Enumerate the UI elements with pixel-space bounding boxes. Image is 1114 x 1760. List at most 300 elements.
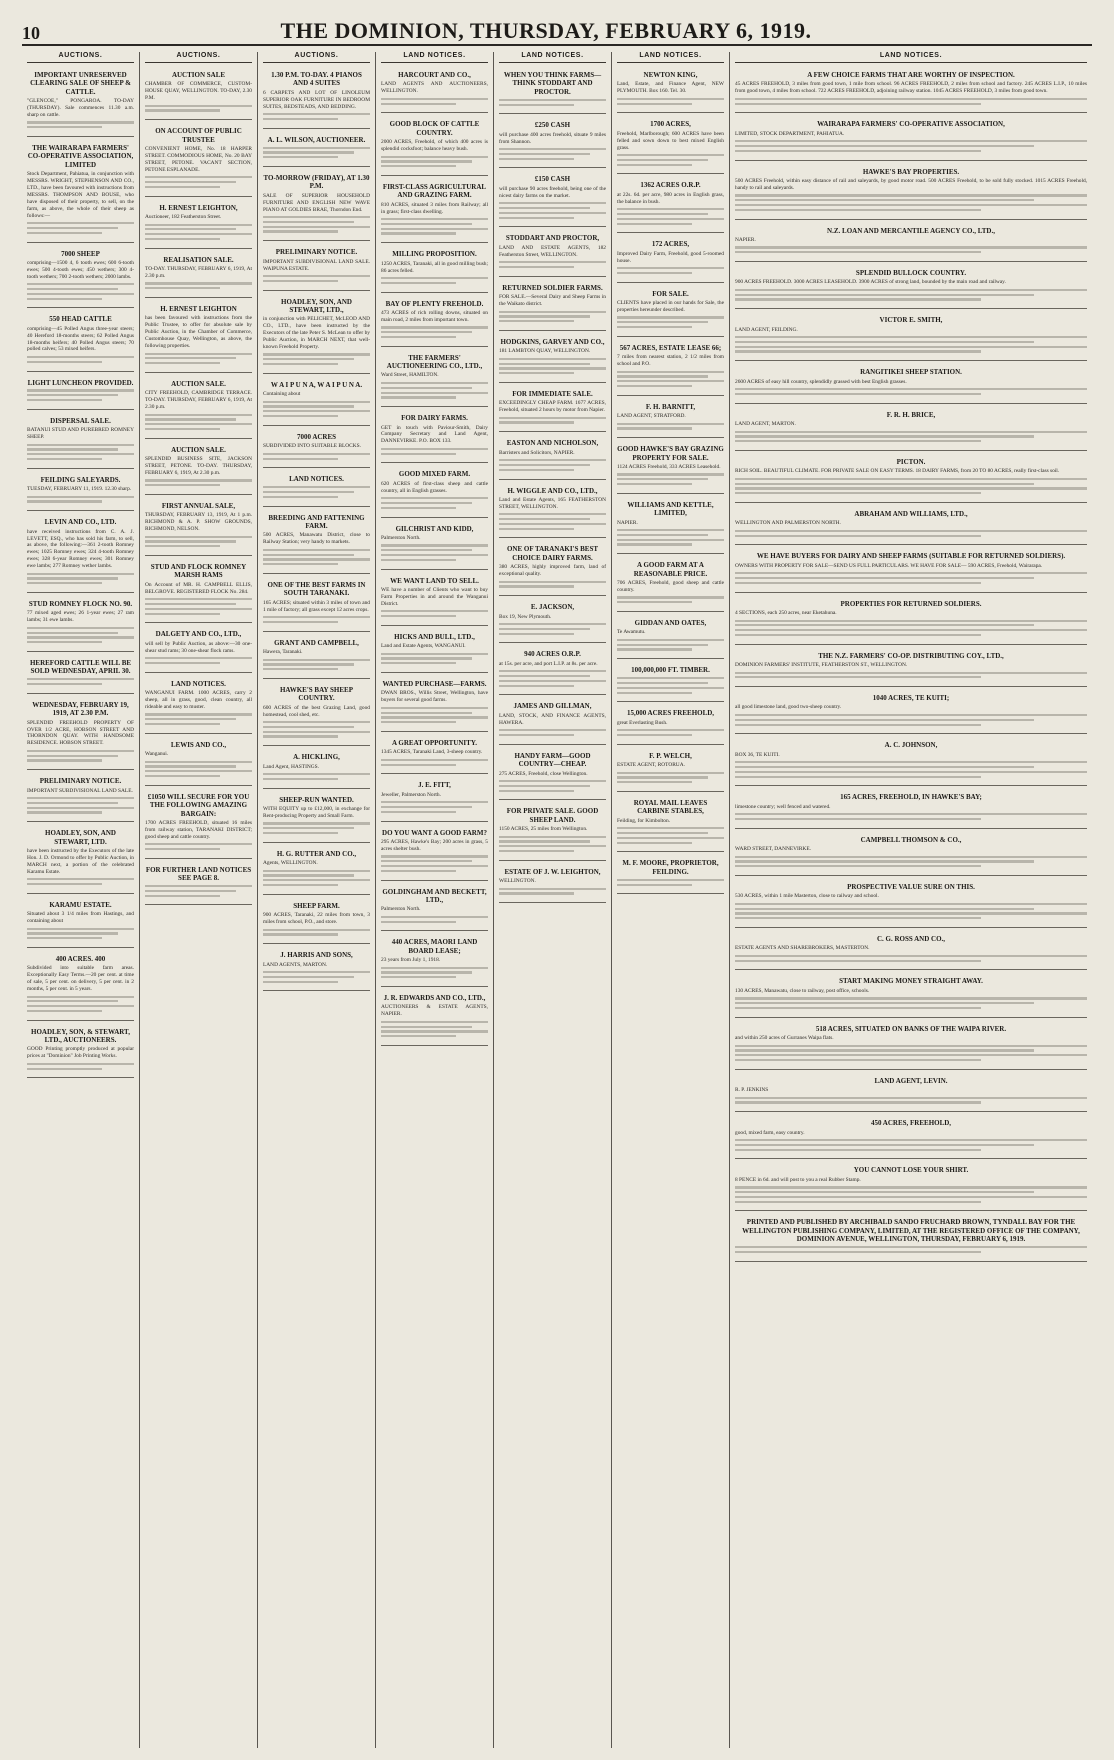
ad-title: A GOOD FARM AT A REASONABLE PRICE. [633, 561, 708, 578]
advertisement [381, 411, 488, 463]
text-line [263, 280, 338, 282]
ad-body: 473 ACRES of rich rolling downs, situated on main road, 2 miles from important town. [381, 309, 488, 323]
ad-title: F. P. WELCH, [649, 751, 692, 760]
text-line [27, 797, 134, 799]
text-filler [263, 971, 370, 983]
advertisement [617, 287, 724, 337]
advertisement [263, 68, 370, 129]
text-line [617, 164, 692, 166]
text-filler [735, 431, 1087, 443]
text-line [499, 780, 606, 782]
text-line [145, 603, 236, 605]
text-line [617, 380, 724, 382]
text-filler [263, 616, 370, 623]
ad-title: PRINTED AND PUBLISHED BY ARCHIBALD SANDO FRUCHARD BROWN, TYNDALL BAY FOR THE WELLINGTON PUBLISHING COMPANY, LIMITED, AT THE REGISTERED OFFICE OF THE COMPANY, DOMINION AVENUE, WELLINGTON, THURSDAY, FEBRUARY 6, 1919. [742, 1218, 1080, 1244]
text-line [263, 879, 370, 881]
ad-body: LIMITED, STOCK DEPARTMENT, PAHIATUA. [735, 130, 845, 137]
text-line [27, 802, 118, 804]
text-line [617, 483, 692, 485]
ad-body: 1700 ACRES FREEHOLD, situated 16 miles from railway station, TARANAKI DISTRICT; good sheep and cattle country. [145, 819, 252, 840]
ad-title: START MAKING MONEY STRAIGHT AWAY. [839, 977, 983, 986]
text-line [145, 423, 252, 425]
text-line [27, 361, 102, 363]
text-line [145, 713, 252, 715]
text-line [381, 165, 456, 167]
text-filler [617, 423, 724, 430]
advertisement [381, 885, 488, 932]
text-line [263, 221, 354, 223]
ad-title: W A I P U N A, W A I P U N A. [270, 380, 363, 389]
text-filler [145, 224, 252, 241]
ad-body: FOR SALE.—Several Dairy and Sheep Farms in the Waikato district. [499, 294, 606, 308]
text-line [263, 216, 370, 218]
text-line [27, 1063, 134, 1065]
text-filler [263, 929, 370, 936]
text-filler [145, 761, 252, 778]
advertisement [381, 297, 488, 347]
ad-body: 810 ACRES, situated 3 miles from Railway; all in grass; first-class dwelling. [381, 201, 488, 215]
text-line [499, 153, 590, 155]
text-line [735, 672, 1087, 674]
ad-body: WARD STREET, DANNEVIRKE. [735, 846, 811, 853]
ad-body: GET in touch with Paviour-Smith, Dairy Company Secretary and Land Agent, DANNEVIRKE. P.O. BOX 133. [381, 424, 488, 445]
column-7 [730, 52, 1092, 1748]
ad-title: ONE OF THE BEST FARMS IN SOUTH TARANAKI. [267, 580, 366, 598]
ad-title: M. F. MOORE, PROPRIETOR, FEILDING. [622, 859, 719, 876]
text-line [381, 387, 472, 389]
text-line [499, 464, 590, 466]
column-6 [612, 52, 730, 1748]
text-line [735, 487, 1087, 489]
ad-title: GRANT AND CAMPBELL, [274, 638, 359, 647]
advertisement [617, 117, 724, 174]
text-filler [499, 836, 606, 853]
ad-title: WAIRARAPA FARMERS' CO-OPERATIVE ASSOCIATION, [817, 120, 1005, 129]
text-line [263, 870, 370, 872]
ad-body: LAND AGENTS AND AUCTIONEERS, WELLINGTON. [381, 81, 488, 95]
text-line [735, 1097, 1087, 1099]
ad-title: AUCTION SALE. [171, 445, 226, 454]
text-line [263, 884, 338, 886]
ad-body: 295 ACRES, Hawke's Bay; 200 acres in grass, 5 acres shelter bush. [381, 839, 488, 852]
advertisement [617, 749, 724, 792]
text-filler [381, 448, 488, 455]
text-line [381, 721, 456, 723]
ad-body: NAPIER. [735, 236, 756, 243]
text-line [145, 414, 252, 416]
advertisement [381, 522, 488, 570]
text-line [263, 668, 338, 670]
advertisement [145, 443, 252, 495]
text-line [145, 428, 220, 430]
ad-body: 165 ACRES; situated within 3 miles of town and 1 mile of factory; all grass except 12 acres crops. [263, 599, 370, 613]
ad-title: HICKS AND BULL, LTD., [394, 632, 475, 641]
ad-title: LEVIN AND CO., LTD. [44, 518, 117, 527]
text-filler [263, 822, 370, 834]
text-line [381, 382, 488, 384]
ad-title: TO-MORROW (FRIDAY), AT 1.30 P.M. [263, 173, 370, 191]
text-line [145, 848, 220, 850]
text-line [735, 1059, 981, 1061]
text-line [381, 976, 456, 978]
advertisement [617, 498, 724, 554]
ad-title: HOADLEY, SON, AND STEWART, LTD. [45, 829, 116, 846]
ad-body: and within 250 acres of Gurranes Waipa flats. [735, 1035, 834, 1042]
ad-body: CONVENIENT HOME, No. 18 HARPER STREET. COMMODIOUS HOME, No. 20 BAY STREET, PETONE. VACANT SECTION, PETONE ESPLANADE. [145, 146, 252, 173]
text-filler [735, 714, 1087, 726]
text-line [263, 976, 354, 978]
ad-title: STODDART AND PROCTOR, [505, 234, 600, 243]
text-filler [617, 596, 724, 603]
ad-title: A. HICKLING, [293, 753, 340, 762]
text-line [263, 151, 354, 153]
advertisement [263, 245, 370, 290]
text-line [381, 453, 456, 455]
text-line [499, 421, 574, 423]
text-line [145, 282, 252, 284]
text-line [145, 176, 252, 178]
ad-title: NEWTON KING, [643, 71, 698, 79]
advertisement [27, 898, 134, 948]
text-line [499, 104, 574, 106]
advertisement [735, 224, 1087, 262]
text-line [381, 396, 456, 398]
ad-title: HAWKE'S BAY SHEEP COUNTRY. [279, 685, 353, 703]
text-line [617, 159, 708, 161]
ad-body: On Account of MR. H. CAMPBELL ELLIS, BELGROVE. REGISTERED FLOCK No. 284. [145, 581, 252, 595]
ad-title: FEILDING SALEYARDS. [40, 475, 121, 484]
advertisement [617, 796, 724, 852]
ad-title: RANGITIKEI SHEEP STATION. [860, 368, 962, 377]
ad-title: N.Z. LOAN AND MERCANTILE AGENCY CO., LTD., [827, 226, 995, 235]
text-line [617, 677, 724, 679]
text-filler [27, 750, 134, 762]
ad-body: 530 ACRES, within 1 mile Masterton, close to railway and school. [735, 893, 879, 900]
advertisement [381, 826, 488, 881]
ad-title: £250 CASH [534, 121, 571, 130]
ad-body: 500 ACRES Freehold, within easy distance of rail and saleyards, by good motor road. 500 ACRES Freehold, to be sold fully stocked. 1015 ACRES Freehold, handy to rail and saleyards. [735, 177, 1087, 191]
text-filler [735, 1186, 1087, 1203]
ad-body: have been instructed by the Executors of the late Hon. J. D. Ormond to offer by Public Auction, in MARCH next, a portion of the celebrated Karamu Estate. [27, 847, 134, 875]
ad-body: have received instructions from C. A. J. LEVETT, ESQ., who has sold his farm, to sell, as above, the following:—361 2-tooth Romney ewes; 1025 Romney ewes; 324 4-tooth Romney ewes; 328 6-year Romney ewes; 301 Romney ewe lambs; 277 Romney wether lambs. [27, 528, 134, 570]
text-line [617, 734, 692, 736]
text-line [381, 855, 488, 857]
text-line [499, 417, 606, 419]
advertisement [145, 677, 252, 734]
text-line [617, 473, 724, 475]
text-line [263, 458, 338, 460]
text-line [263, 549, 370, 551]
text-filler [27, 121, 134, 128]
text-line [617, 539, 724, 541]
ad-title: £150 CASH [534, 175, 571, 184]
text-line [263, 275, 370, 277]
text-filler [499, 311, 606, 323]
advertisement [381, 467, 488, 517]
text-filler [499, 780, 606, 792]
ad-body: AUCTIONEERS & ESTATE AGENTS, NAPIER. [381, 1004, 488, 1018]
ad-body: ESTATE AGENTS AND SHAREBROKERS, MASTERTON. [735, 945, 870, 952]
text-line [499, 311, 606, 313]
text-filler [145, 176, 252, 188]
ad-body: LAND AGENTS, MARTON. [263, 961, 328, 968]
text-filler [145, 105, 252, 112]
text-line [381, 801, 488, 803]
text-line [381, 497, 488, 499]
ad-body: EXCEEDINGLY CHEAP FARM. 1677 ACRES, Freehold, situated 2 hours by motor from Napier. [499, 400, 606, 414]
advertisement [499, 231, 606, 276]
text-line [499, 892, 574, 894]
ad-title: WANTED PURCHASE—FARMS. [382, 680, 487, 689]
text-line [263, 663, 354, 665]
text-line [735, 246, 1087, 248]
text-filler [381, 544, 488, 561]
text-line [735, 997, 1087, 999]
advertisement [27, 247, 134, 309]
advertisement [27, 414, 134, 469]
text-line [735, 145, 1034, 147]
text-line [735, 1196, 1087, 1198]
ad-title: 172 ACRES, [651, 240, 690, 249]
ad-body: GOOD Printing promptly produced at popular prices at "Dominion" Job Printing Works. [27, 1046, 134, 1060]
text-line [27, 389, 134, 391]
ad-body: comprising—1500 4, 6 tooth ewes; 600 6-tooth ewes; 500 4-tooth ewes; 450 wethers; 300 4-tooth wethers; 700 2-tooth wethers; 2000 lambs. [27, 259, 134, 280]
advertisement [145, 738, 252, 786]
advertisement [381, 736, 488, 774]
text-line [145, 186, 220, 188]
text-line [263, 415, 338, 417]
text-filler [499, 623, 606, 635]
text-line [381, 277, 488, 279]
text-filler [263, 721, 370, 738]
text-line [145, 770, 252, 772]
text-filler [381, 156, 488, 168]
ad-title: CAMPBELL THOMSON & CO., [860, 835, 962, 844]
text-line [145, 662, 220, 664]
text-filler [617, 154, 724, 166]
ad-body: LAND AGENT, STRATFORD. [617, 413, 686, 420]
text-line [617, 371, 724, 373]
ad-body: Ward Street, HAMILTON. [381, 372, 439, 379]
text-filler [735, 856, 1087, 868]
text-line [735, 1149, 981, 1151]
text-filler [499, 670, 606, 687]
ad-title: 7000 SHEEP [61, 249, 100, 258]
ad-title: ONE OF TARANAKI'S BEST CHOICE DAIRY FARMS. [506, 545, 599, 562]
text-line [27, 878, 134, 880]
text-line [617, 529, 724, 531]
ad-title: WILLIAMS AND KETTLE, LIMITED, [627, 500, 714, 518]
advertisement [145, 377, 252, 439]
text-line [499, 99, 606, 101]
ad-body: 7 miles from nearest station, 2 1/2 miles from school and P.O. [617, 354, 724, 368]
page-number: 10 [22, 23, 40, 43]
ad-body: 2000 ACRES, Freehold, of which 400 acres is splendid cocksfoot; balance heavy bush. [381, 139, 488, 153]
advertisement [27, 698, 134, 770]
text-line [499, 680, 606, 682]
text-filler [381, 707, 488, 724]
text-line [263, 358, 354, 360]
text-filler [499, 202, 606, 219]
column-header: LAND NOTICES. [499, 52, 606, 63]
text-line [617, 772, 724, 774]
text-line [381, 326, 488, 328]
text-filler [735, 388, 1087, 395]
advertisement [263, 899, 370, 944]
text-line [263, 410, 370, 412]
text-filler [263, 216, 370, 233]
text-filler [735, 140, 1087, 152]
text-line [381, 764, 456, 766]
text-line [27, 577, 118, 579]
advertisement [735, 165, 1087, 220]
text-line [263, 118, 338, 120]
ad-body: 4 SECTIONS, each 250 acres, near Eketahuna. [735, 610, 837, 616]
text-line [27, 293, 134, 295]
text-filler [735, 672, 1087, 679]
text-line [381, 657, 472, 659]
text-filler [381, 1021, 488, 1038]
text-line [27, 928, 134, 930]
text-filler [145, 282, 252, 289]
text-filler [617, 677, 724, 694]
text-filler [381, 916, 488, 923]
text-filler [381, 759, 488, 766]
text-line [145, 613, 220, 615]
text-line [499, 581, 606, 583]
ad-title: GOOD BLOCK OF CATTLE COUNTRY. [389, 120, 480, 137]
advertisement [381, 778, 488, 821]
text-line [735, 298, 981, 300]
text-line [27, 627, 134, 629]
ad-title: THE N.Z. FARMERS' CO-OP. DISTRIBUTING COY., LTD., [818, 651, 1004, 660]
text-line [735, 724, 981, 726]
text-line [263, 491, 354, 493]
ad-title: MILLING PROPOSITION. [392, 250, 477, 259]
ad-title: SHEEP-RUN WANTED. [279, 795, 354, 804]
advertisement [381, 247, 488, 292]
advertisement [499, 172, 606, 227]
advertisement [735, 1163, 1087, 1211]
text-line [499, 372, 574, 374]
text-filler [263, 353, 370, 365]
text-line [27, 298, 102, 300]
text-filler [263, 401, 370, 418]
text-line [263, 933, 338, 935]
ad-body: 6 CARPETS AND LOT OF LINOLEUM SUPERIOR OAK FURNITURE IN BEDROOM SUITES, BEDSTEADS, AND BEDDING. [263, 89, 370, 110]
advertisement [145, 124, 252, 196]
advertisement [145, 253, 252, 298]
ad-title: KARAMU ESTATE. [49, 900, 112, 909]
advertisement [381, 68, 488, 113]
ad-title: FIRST ANNUAL SALE, [161, 501, 236, 510]
advertisement [263, 847, 370, 895]
advertisement [735, 455, 1087, 503]
ad-title: THE WAIRARAPA FARMERS' CO-OPERATIVE ASSOCIATION, LIMITED [27, 144, 134, 169]
text-line [381, 559, 456, 561]
text-filler [735, 955, 1087, 962]
column-header: AUCTIONS. [27, 52, 134, 63]
ad-title: 100,000,000 FT. TIMBER. [631, 666, 710, 675]
text-line [735, 1049, 1034, 1051]
text-line [735, 766, 1034, 768]
text-filler [499, 261, 606, 268]
text-filler [735, 620, 1087, 637]
ad-body: 181 LAMBTON QUAY, WELLINGTON. [499, 348, 591, 355]
ad-title: AUCTION SALE. [171, 379, 226, 388]
advertisement [381, 180, 488, 243]
advertisement [263, 171, 370, 241]
text-line [381, 549, 472, 551]
text-filler [735, 813, 1087, 820]
text-line [27, 232, 102, 234]
column-4 [376, 52, 494, 1748]
text-line [735, 917, 981, 919]
ad-title: FOR PRIVATE SALE. GOOD SHEEP LAND. [506, 807, 599, 824]
text-line [735, 1002, 1034, 1004]
text-filler [735, 98, 1087, 105]
ad-body: LAND, STOCK, AND FINANCE AGENTS, HAWERA. [499, 712, 606, 726]
advertisement [263, 750, 370, 788]
ad-title: HOADLEY, SON, & STEWART, LTD., AUCTIONEERS. [31, 1027, 130, 1045]
text-line [735, 435, 1034, 437]
text-line [381, 1021, 488, 1023]
text-line [617, 154, 724, 156]
ad-title: IMPORTANT UNRESERVED CLEARING SALE OF SHEEP & CATTLE. [30, 71, 131, 96]
text-line [381, 870, 456, 872]
text-line [381, 811, 456, 813]
text-line [735, 908, 1034, 910]
advertisement [735, 507, 1087, 545]
text-line [27, 283, 134, 285]
ad-title: PRELIMINARY NOTICE. [275, 248, 358, 257]
text-line [735, 209, 981, 211]
advertisement [27, 312, 134, 371]
text-line [381, 716, 488, 718]
ad-body: Box 19, New Plymouth. [499, 613, 552, 620]
advertisement [735, 1215, 1087, 1261]
text-line [27, 121, 134, 123]
text-line [145, 885, 252, 887]
text-line [735, 634, 981, 636]
advertisement [27, 473, 134, 511]
advertisement [735, 649, 1087, 687]
text-line [27, 636, 134, 638]
ad-body: IMPORTANT SUBDIVISIONAL LAND SALE. [27, 787, 133, 794]
ad-title: GIDDAN AND OATES, [634, 618, 707, 627]
ad-body: 620 ACRES of first-class sheep and cattle country, all in English grasses. [381, 480, 488, 494]
ad-body: LAND AGENT, FEILDING. [735, 326, 798, 333]
text-line [263, 147, 370, 149]
text-filler [735, 336, 1087, 353]
text-line [735, 865, 981, 867]
ad-title: WE WANT LAND TO SELL. [390, 576, 479, 585]
ad-title: YOU CANNOT LOSE YOUR SHIRT. [853, 1166, 969, 1175]
text-line [617, 682, 708, 684]
text-line [145, 540, 236, 542]
ad-title: HARCOURT AND CO., [398, 71, 471, 79]
text-line [499, 790, 574, 792]
text-line [499, 729, 606, 731]
text-filler [145, 414, 252, 431]
ad-title: REALISATION SALE. [163, 255, 234, 264]
advertisement [263, 378, 370, 426]
advertisement [499, 600, 606, 643]
advertisement [499, 68, 606, 114]
text-filler [263, 147, 370, 159]
text-line [263, 659, 370, 661]
text-line [735, 629, 1087, 631]
